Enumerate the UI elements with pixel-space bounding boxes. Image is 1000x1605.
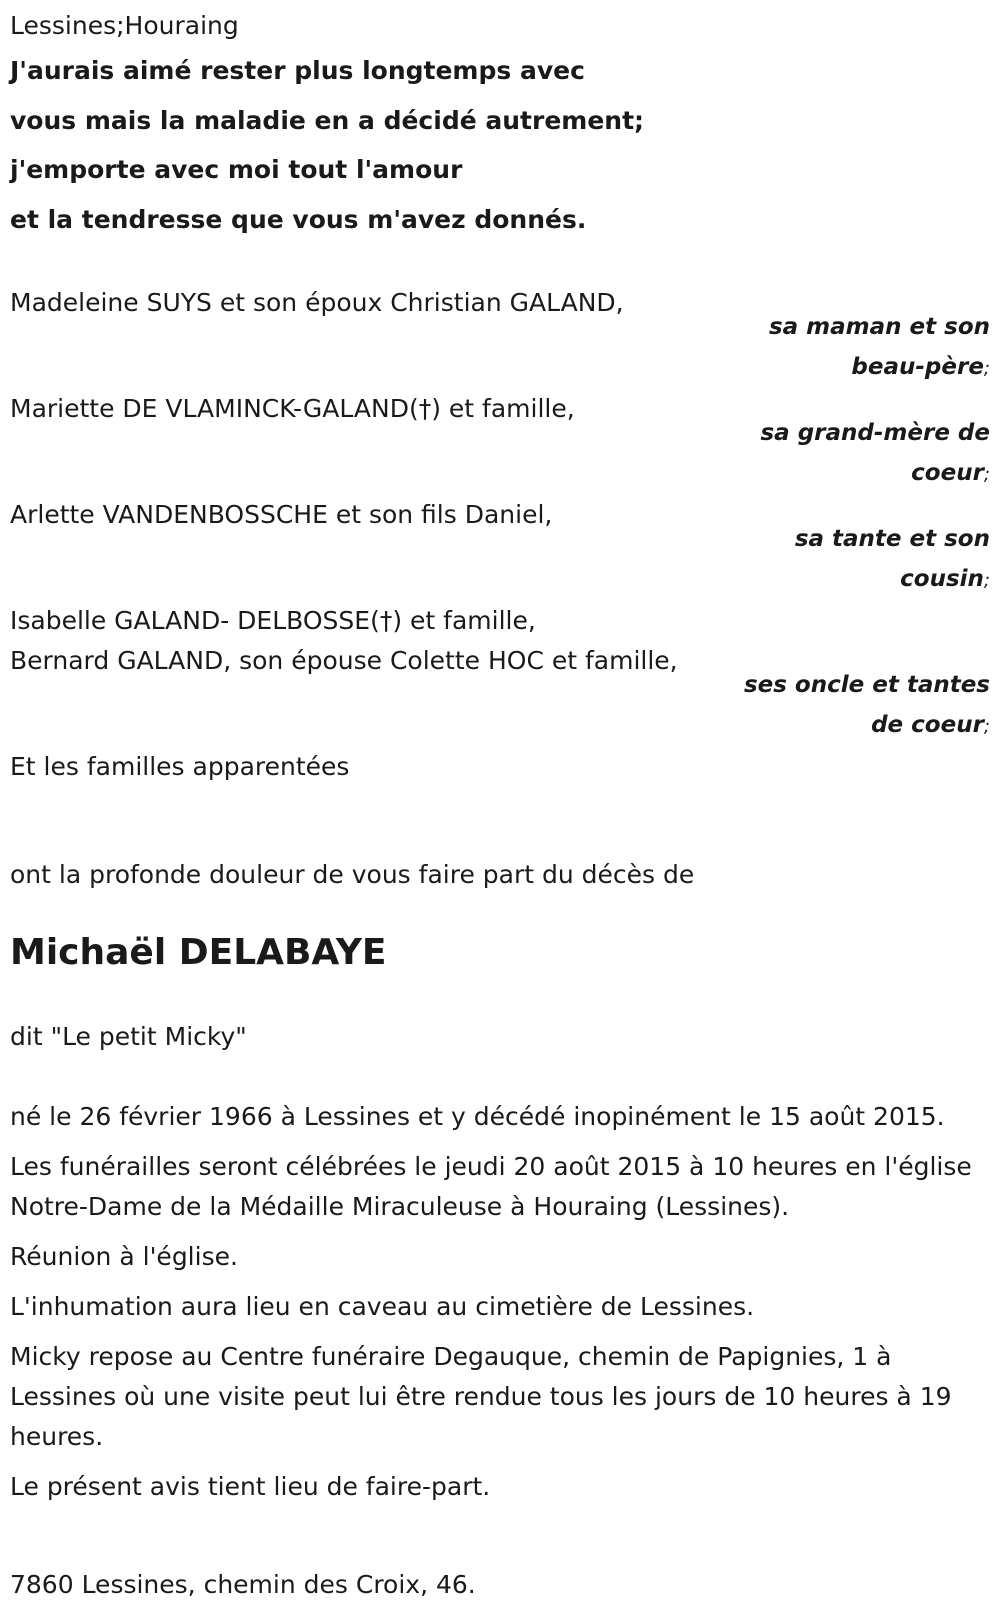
relation-line-last: beau-père;	[851, 354, 990, 380]
relation-line: sa tante et son	[794, 526, 990, 552]
location-header: Lessines;Houraing	[10, 11, 239, 40]
detail-burial: L'inhumation aura lieu en caveau au cimetière de Lessines.	[10, 1292, 755, 1321]
family-names: Mariette DE VLAMINCK-GALAND(†) et famille,	[10, 394, 575, 423]
poem-line: et la tendresse que vous m'avez donnés.	[10, 204, 587, 234]
announcement-line: ont la profonde douleur de vous faire part du décès de	[10, 860, 695, 889]
poem-line: j'emporte avec moi tout l'amour	[10, 155, 463, 184]
details-block	[10, 1097, 990, 1507]
detail-meeting: Réunion à l'église.	[10, 1242, 238, 1271]
poem-line: vous mais la maladie en a décidé autrement;	[10, 105, 645, 135]
nickname-line: dit "Le petit Micky"	[10, 1022, 247, 1051]
family-entry-grand-mere	[10, 389, 990, 495]
detail-visitation: Micky repose au Centre funéraire Degauque, chemin de Papignies, 1 à Lessines où une visite peut lui être rendue tous les jours de 10 heures à 19 heures.	[10, 1342, 952, 1451]
detail-funeral: Les funérailles seront célébrées le jeudi 20 août 2015 à 10 heures en l'église Notre-Dame de la Médaille Miraculeuse à Houraing (Lessines).	[10, 1152, 972, 1221]
family-names: Isabelle GALAND- DELBOSSE(†) et famille,	[10, 606, 536, 635]
family-names: Arlette VANDENBOSSCHE et son fils Daniel,	[10, 500, 553, 529]
family-names: Bernard GALAND, son épouse Colette HOC et famille,	[10, 646, 678, 675]
detail-birth-death: né le 26 février 1966 à Lessines et y décédé inopinément le 15 août 2015.	[10, 1102, 945, 1131]
family-entry-tante	[10, 495, 990, 601]
relation-line-last: de coeur;	[871, 712, 990, 738]
relation-separator: ;	[983, 570, 990, 591]
relation-separator: ;	[983, 358, 990, 379]
relation-separator: ;	[983, 464, 990, 485]
deceased-name: Michaël DELABAYE	[10, 932, 387, 973]
relation-line-last: cousin;	[900, 566, 990, 592]
family-entry-maman	[10, 283, 990, 389]
poem-line: J'aurais aimé rester plus longtemps avec	[10, 56, 585, 85]
relation-line: sa grand-mère de	[760, 420, 990, 446]
address-line: 7860 Lessines, chemin des Croix, 46.	[10, 1570, 476, 1599]
poem-block	[10, 46, 990, 244]
relation-line: sa maman et son	[768, 314, 990, 340]
detail-notice: Le présent avis tient lieu de faire-part.	[10, 1472, 491, 1501]
relation-separator: ;	[983, 716, 990, 737]
relation-line-last: coeur;	[911, 460, 990, 486]
family-names: Madeleine SUYS et son époux Christian GALAND,	[10, 288, 624, 317]
relation-line: ses oncle et tantes	[743, 672, 990, 698]
family-entry-oncle-tantes	[10, 601, 990, 747]
obituary-page	[0, 6, 1000, 1605]
relatives-line: Et les familles apparentées	[10, 752, 350, 781]
